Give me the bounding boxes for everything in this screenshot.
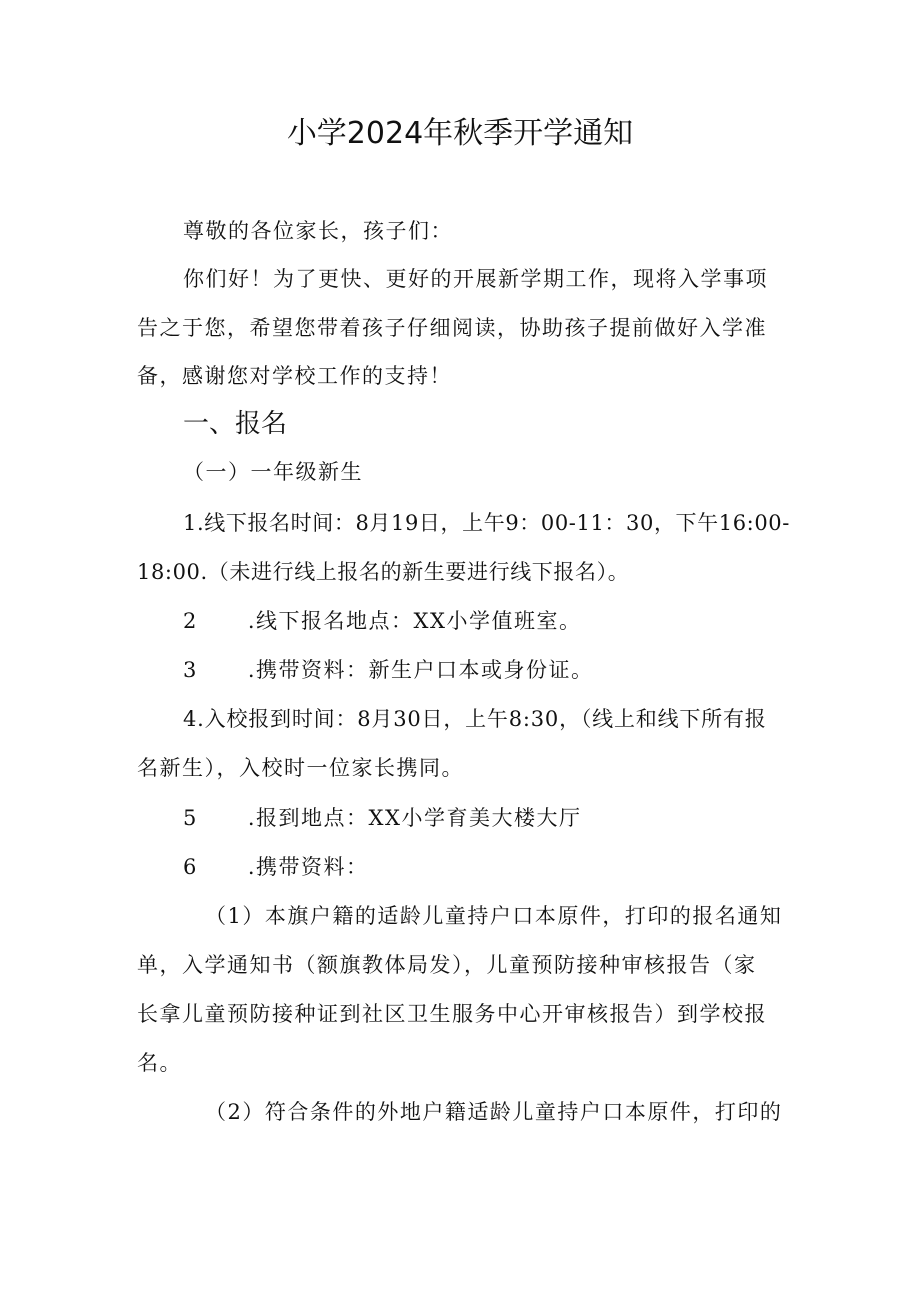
sub-item-1-line-4: 名。 (137, 1051, 182, 1075)
greeting: 尊敬的各位家长，孩子们： (183, 219, 453, 243)
sub-item-1-line-1: （1）本旗户籍的适龄儿童持户口本原件，打印的报名通知 (205, 904, 783, 928)
subsection-heading-first-grade: （一）一年级新生 (183, 460, 363, 484)
item-number: 6 (183, 855, 198, 879)
item-number: 2 (183, 609, 198, 633)
sub-item-1-line-2: 单，入学通知书（额旗教体局发），儿童预防接种审核报告（家 (137, 953, 757, 977)
item-5 (183, 803, 581, 833)
item-number: 5 (183, 806, 198, 830)
item-text: .携带资料：新生户口本或身份证。 (247, 658, 594, 682)
item-4-continued: 名新生），入校时一位家长携同。 (137, 756, 464, 780)
intro-line-2: 告之于您，希望您带着孩子仔细阅读，协助孩子提前做好入学准 (137, 316, 767, 340)
item-text: .入校报到时间：8月30日，上午8:30，（线上和线下所有报 (197, 707, 767, 731)
section-heading-registration: 一、报名 (183, 409, 288, 439)
item-number: 3 (183, 658, 198, 682)
item-4 (183, 704, 767, 734)
intro-line-3: 备，感谢您对学校工作的支持！ (137, 364, 452, 388)
item-text: .线下报名地点：XX小学值班室。 (247, 609, 582, 633)
item-text: .线下报名时间：8月19日，上午9：00-11：30，下午16:00- (196, 511, 790, 535)
item-1 (183, 508, 790, 538)
intro-line-1: 你们好！为了更快、更好的开展新学期工作，现将入学事项 (183, 267, 768, 291)
item-3 (183, 655, 594, 685)
sub-item-1-line-3: 长拿儿童预防接种证到社区卫生服务中心开审核报告）到学校报 (137, 1002, 767, 1026)
item-number: 1 (183, 511, 197, 535)
document-title: 小学2024年秋季开学通知 (286, 116, 634, 151)
item-2 (183, 606, 581, 636)
item-text: .报到地点：XX小学育美大楼大厅 (247, 806, 582, 830)
item-text: .携带资料： (247, 855, 369, 879)
item-6 (183, 852, 369, 882)
item-1-continued: 18:00.（未进行线上报名的新生要进行线下报名）。 (137, 560, 630, 584)
item-number: 4 (183, 707, 198, 731)
sub-item-2-line-1: （2）符合条件的外地户籍适龄儿童持户口本原件，打印的 (205, 1100, 783, 1124)
